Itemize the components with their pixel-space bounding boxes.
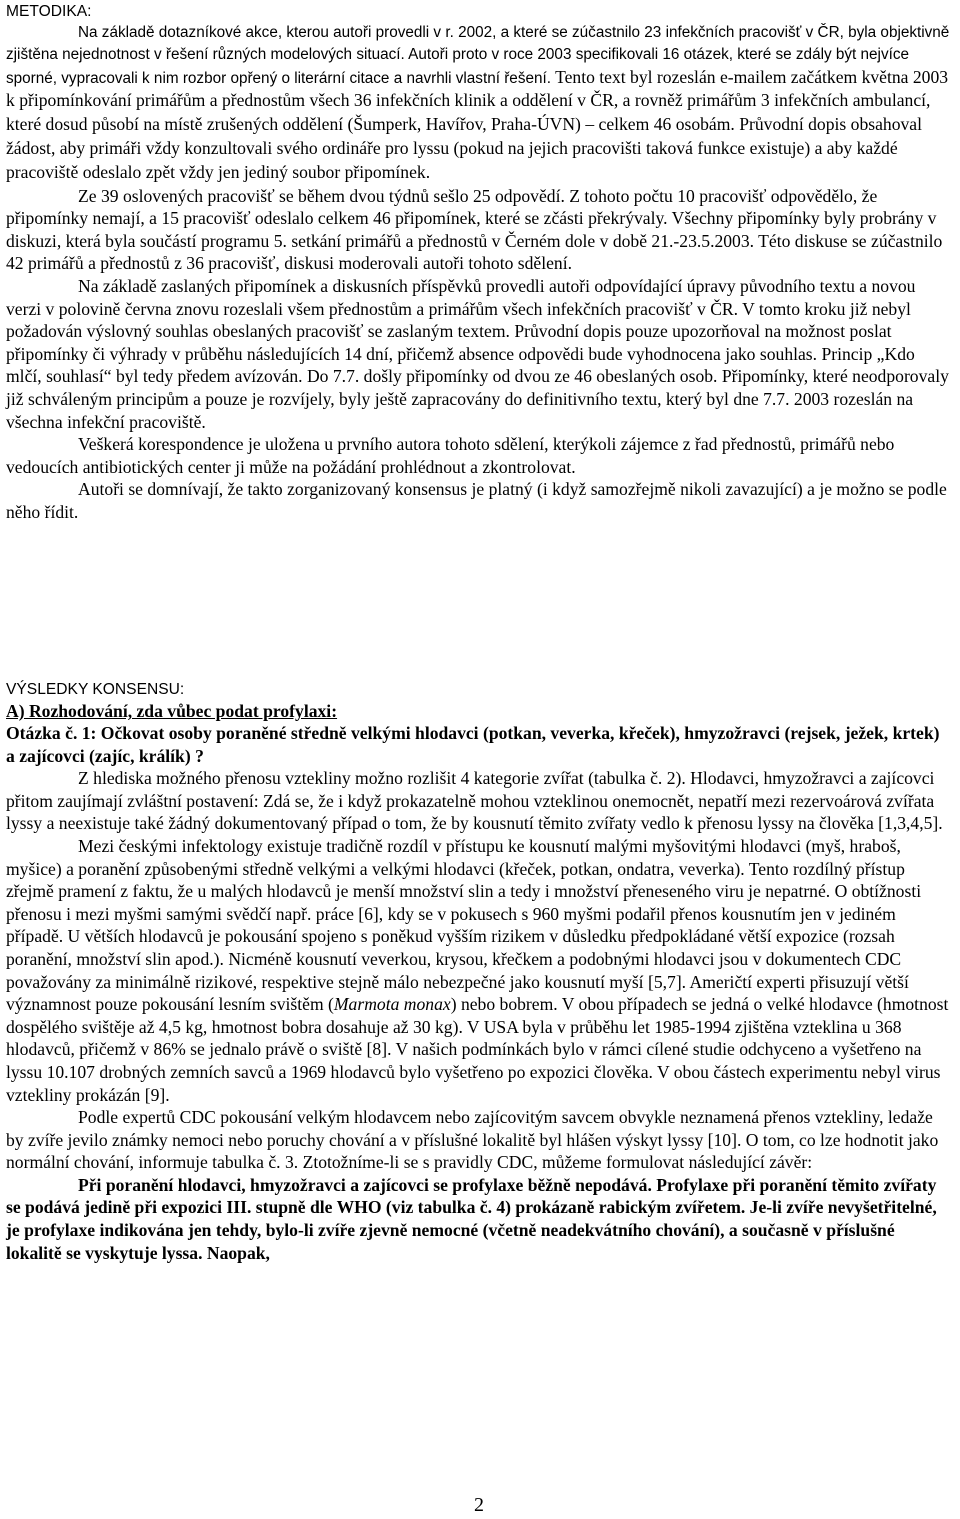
question-1-section — [6, 722, 952, 1264]
document-page — [6, 0, 952, 1519]
results-paragraph-1: Z hlediska možného přenosu vztekliny možno rozlišit 4 kategorie zvířat (tabulka č. 2). Hlodavci, hmyzožravci a zajícovci přitom zaujímají zvláštní postavení: Zdá se, že i když prokazatelně mohou vzteklinou onemocnět, nepatří mezi rezervoárová zvířata lyssy a neexistuje také žádný dokumentovaný případ o tom, že by kousnutí těmito zvířaty vedlo k přenosu lyssy na člověka [1,3,4,5]. — [6, 768, 943, 834]
methodology-section — [6, 2, 952, 523]
results-subheading: A) Rozhodování, zda vůbec podat profylaxi: — [6, 701, 338, 721]
methodology-paragraph-1b: Tento text byl rozeslán e-mailem začátkem května 2003 k připomínkování primářům a přednostům všech 36 infekčních klinik a oddělení v ČR, a rovněž primářům 3 infekčních ambulancí, které dosud působí na místě zrušených oddělení (Šumperk, Havířov, Praha-ÚVN) – celkem 46 osobám. Průvodní dopis obsahoval žádost, aby primáři vždy konzultovali svého ordináře pro lyssu (pokud na jejich pracovišti taková funkce existuje) a aby každé pracoviště odeslalo zpět vždy jen jediný soubor připomínek. — [6, 66, 949, 182]
page-number: 2 — [474, 1494, 484, 1516]
methodology-paragraph-1a: Na základě dotazníkové akce, kterou autoři provedli v r. 2002, a které se zúčastnilo 23 infekčních pracovišť v ČR, byla objektivně zjištěna nejednotnost v řešení různých modelových situací. Autoři proto v roce 2003 specifikovali 16 otázek, které se zdály být nejvíce sporné, vypracovali k nim rozbor opřený o literární citace a navrhli vlastní řešení. — [6, 24, 950, 87]
results-paragraph-2 — [6, 835, 952, 1106]
methodology-paragraph-1 — [6, 22, 952, 185]
methodology-paragraph-4: Veškerá korespondence je uložena u prvního autora tohoto sdělení, kterýkoli zájemce z řad přednostů, primářů nebo vedoucích antibiotických center ji může na požádání prohlédnout a zkontrolovat. — [6, 434, 895, 477]
methodology-paragraph-2: Ze 39 oslovených pracovišť se během dvou týdnů sešlo 25 odpovědí. Z tohoto počtu 10 pracovišť odpovědělo, že připomínky nemají, a 15 pracovišť odeslalo celkem 46 připomínek, které se zčásti překrývaly. Všechny připomínky byly probrány v diskuzi, která byla součástí programu 5. setkání primářů a přednostů v Černém dole v době 21.-23.5.2003. Této diskuse se zúčastnilo 42 primářů a přednostů z 36 pracovišť, diskusi moderovali autoři tohoto sdělení. — [6, 185, 943, 274]
question-1: Otázka č. 1: Očkovat osoby poraněné středně velkými hlodavci (potkan, veverka, křeček), hmyzožravci (rejsek, ježek, krtek) a zajícovci (zajíc, králík) ? — [6, 723, 940, 766]
species-name: Marmota monax — [333, 994, 451, 1015]
methodology-paragraph-5: Autoři se domnívají, že takto zorganizovaný konsensus je platný (i když samozřejmě nikoli zavazující) a je možno se podle něho řídit. — [6, 479, 947, 522]
results-heading: VÝSLEDKY KONSENSU: — [6, 681, 185, 698]
results-conclusion: Při poranění hlodavci, hmyzožravci a zajícovci se profylaxe běžně nepodává. Profylaxe při poranění těmito zvířaty se podává jedině při expozici III. stupně dle WHO (viz tabulka č. 4) prokázaně rabickým zvířetem. Je-li zvíře nevyšetřitelné, je profylaxe indikována jen tehdy, bylo-li zvíře zjevně nemocné (včetně neadekvátního chování), a současně v příslušné lokalitě se vyskytuje lyssa. Naopak, — [6, 1174, 937, 1263]
results-paragraph-3: Podle expertů CDC pokousání velkým hlodavcem nebo zajícovitým savcem obvykle neznamená přenos vztekliny, ledaže by zvíře jevilo známky nemoci nebo poruchy chování a v příslušné lokalitě byl hlášen výskyt lyssy [10]. O tom, co lze hodnotit jako normální chování, informuje tabulka č. 3. Ztotožníme-li se s pravidly CDC, můžeme formulovat následující závěr: — [6, 1107, 939, 1173]
results-paragraph-2a: Mezi českými infektology existuje tradičně rozdíl v přístupu ke kousnutí malými myšovitými hlodavci (myš, hraboš, myšice) a poranění způsobenými středně velkými a velkými hlodavci (křeček, potkan, ondatra, veverka). Tento rozdílný přístup zřejmě pramení z faktu, že u malých hlodavců je menší množství slin a tedy i množství přeneseného viru je nepatrné. O obtížnosti přenosu i mezi myšmi samými svědčí např. práce [6], kdy se v pokusech s 960 myšmi podařil přenos kousnutím jen v jediném případě. U větších hlodavců je pokousání spojeno s poněkud vyšším rizikem v důsledku předpokládané větší expozice (rozsah poranění, množství slin apod.). Nicméně kousnutí veverkou, krysou, křečkem a podobnými hlodavci jsou v dokumentech CDC považovány za minimálně rizikové, respektive stejně málo nebezpečné jako kousnutí myší [5,7]. Američtí experti přisuzují větší významnost pouze pokousání lesním svištěm ( — [6, 835, 922, 1015]
methodology-heading: METODIKA: — [6, 3, 92, 20]
methodology-paragraph-3: Na základě zaslaných připomínek a diskusních příspěvků provedli autoři odpovídající úpravy původního textu a novou verzi v polovině června znovu rozeslali všem přednostům a primářům všech infekčních pracovišť v ČR. V tomto kroku již nebyl požadován výslovný souhlas obeslaných pracovišť se zaslaným textem. Průvodní dopis pouze upozorňoval na možnost poslat připomínky či výhrady v průběhu následujících 14 dní, přičemž absence odpovědi bude vyhodnocena jako souhlas. Princip „Kdo mlčí, souhlasí“ byl tedy předem avízován. Do 7.7. došly připomínky od dvou ze 46 obeslaných osob. Připomínky, které neodporovaly již schváleným principům a pouze je rozvíjely, byly ještě zapracovány do definitivního textu, který byl dne 7.7. 2003 rozeslán na všechna infekční pracoviště. — [6, 275, 949, 432]
results-paragraph-2b: ) nebo bobrem. V obou případech se jedná o velké hlodavce (hmotnost dospělého svištěje až 4,5 kg, hmotnost bobra dosahuje až 30 kg). V USA byla v průběhu let 1985-1994 zjištěna vzteklina u 368 hlodavců, přičemž v 86% se jednalo právě o sviště [8]. V našich podmínkách bylo v rámci cílené studie odchyceno a vyšetřeno na lyssu 10.107 drobných zemních savců a 1969 hlodavců bylo vyšetřeno po expozici člověka. V obou částech experimentu nebyl virus vztekliny prokázán [9]. — [6, 994, 949, 1105]
